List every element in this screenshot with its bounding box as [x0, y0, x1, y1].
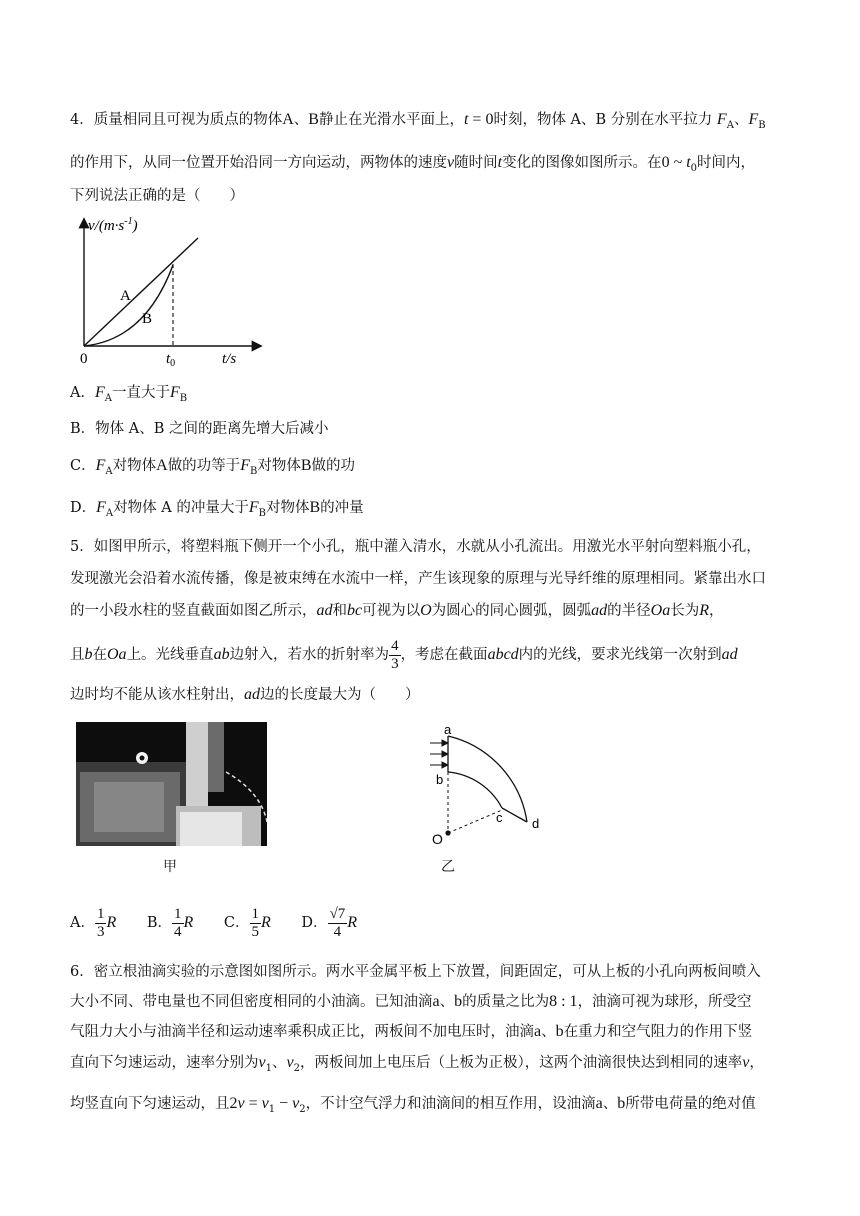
arc-ad: [448, 736, 527, 822]
diagram-yi-caption: 乙: [441, 859, 455, 875]
graph-origin: 0: [80, 351, 88, 367]
q6-line-2: 大小不同、带电量也不同但密度相同的小油滴。已知油滴a、b的质量之比为8 : 1，油滴可视为球形，所受空: [70, 993, 752, 1010]
q5-line-3: 的一小段水柱的竖直截面如图乙所示，ad和bc可视为以O为圆心的同心圆弧，圆弧ad的半径Oa长为R，: [70, 602, 724, 619]
diagram-label-c: c: [496, 810, 503, 825]
q6-line-3: 气阻力大小与油滴半径和运动速率乘积成正比，两板间不加电压时，油滴a、b在重力和空气阻力的作用下竖: [70, 1023, 753, 1040]
curve-B-label: B: [142, 311, 153, 327]
q6-line-1: 6．密立根油滴实验的示意图如图所示。两水平金属平板上下放置，间距固定，可从上板的小孔向两板间喷入: [70, 964, 761, 980]
diagram-label-a: a: [444, 722, 452, 737]
q4-line-2: 的作用下，从同一位置开始沿同一方向运动，两物体的速度v随时间t变化的图像如图所示。在0 ~ $t_0$时间内，: [70, 154, 756, 174]
diagram-label-d: d: [532, 816, 540, 831]
refractive-index-fraction: $\frac{4}{3}$: [391, 637, 399, 672]
q5-option-a: A． $\frac{1}{3}$ R: [70, 905, 117, 940]
q5-line-4: 且b在Oa上。光线垂直ab边射入，若水的折射率为 $\frac{4}{3}$ ，考虑在截面abcd内的光线，要求光线第一次射到ad: [70, 637, 738, 672]
q5-line-5: 边时均不能从该水柱射出，ad边的长度最大为（ ）: [70, 686, 420, 703]
q5-option-b: B． $\frac{1}{4}$ R: [146, 905, 194, 940]
q6-line-5: 均竖直向下匀速运动，且$2v = v_1 - v_2$，不计空气浮力和油滴间的相互作用，设油滴a、b所带电荷量的绝对值: [70, 1095, 756, 1115]
q5-line-2: 发现激光会沿着水流传播，像是被束缚在水流中一样，产生该现象的原理与光导纤维的原理相同。紧靠出水口: [70, 571, 766, 587]
edge-cd: [502, 808, 527, 822]
graph-ylabel: $v/(m\cdot s^{-1})$: [88, 216, 138, 234]
q4-line-1: 4．质量相同且可视为质点的物体A、B静止在光滑水平面上，t = 0时刻，物体 A、B 分别在水平拉力 $F_A$、$F_B$: [70, 111, 766, 131]
q5-option-d: D． $\frac{√7}{4}$ R: [301, 905, 358, 940]
q5-line-1: 5．如图甲所示，将塑料瓶下侧开一个小孔，瓶中灌入清水，水就从小孔流出。用激光水平射向塑料瓶小孔，: [70, 539, 761, 555]
q5-options: [70, 904, 383, 942]
radius-Oc-dashed: [448, 810, 502, 833]
q4-line-3: 下列说法正确的是（ ）: [70, 188, 244, 204]
diagram-label-O: O: [432, 831, 443, 847]
q6-line-4: 直向下匀速运动，速率分别为$v_1$、$v_2$，两板间加上电压后（上板为正极），这两个油滴很快达到相同的速率v，: [70, 1054, 764, 1074]
q4-option-c: C．$F_A$对物体A做的功等于$F_B$对物体B做的功: [70, 457, 355, 477]
graph-t0-label: $t_0$: [166, 351, 176, 369]
q4-option-b: B．物体 A、B 之间的距离先增大后减小: [70, 421, 329, 437]
q4-option-a: A．$F_A$一直大于$F_B$: [70, 384, 188, 404]
photo-jia-caption: 甲: [163, 859, 177, 875]
curve-A-label: A: [120, 288, 131, 304]
photo-jia: [76, 722, 267, 846]
velocity-time-graph: [70, 210, 270, 370]
q5-option-c: C． $\frac{1}{5}$ R: [223, 905, 271, 940]
arc-bc: [448, 772, 502, 808]
graph-xlabel: t/s: [222, 351, 237, 367]
center-O-point: [445, 830, 450, 835]
curve-A-line: [84, 238, 198, 346]
q4-option-d: D．$F_A$对物体 A 的冲量大于$F_B$对物体B的冲量: [70, 499, 364, 519]
diagram-label-b: b: [436, 772, 444, 787]
